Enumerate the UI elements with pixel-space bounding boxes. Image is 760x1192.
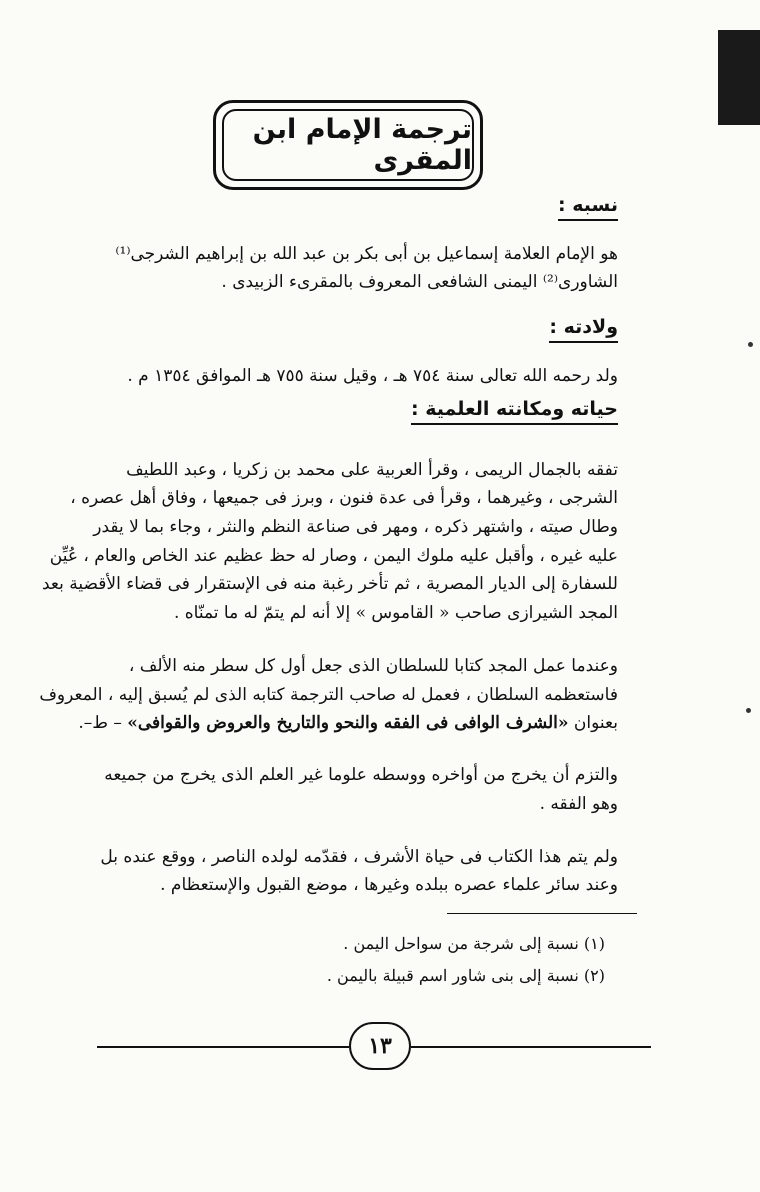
text-line: وهو الفقه .: [539, 794, 618, 814]
text-line: المجد الشيرازى صاحب « القاموس » إلا أنه لم يتمّ له ما تمنّاه .: [173, 603, 618, 623]
text-line: ولم يتم هذا الكتاب فى حياة الأشرف ، فقدّمه لولده الناصر ، ووقع عنده بل: [100, 847, 618, 867]
text-line: والتزم أن يخرج من أواخره ووسطه علوما غير العلم الذى يخرج من جميعه: [104, 765, 618, 785]
footnote: (١) نسبة إلى شرجة من سواحل اليمن .: [343, 934, 605, 953]
text-line: وعند سائر علماء عصره ببلده وغيرها ، موضع القبول والإستعظام .: [160, 875, 618, 895]
text-line: الشاورى⁽²⁾ اليمنى الشافعى المعروف بالمقرىء الزبيدى .: [221, 272, 618, 292]
heading-nasab: نسبه :: [558, 194, 618, 221]
text-line: ولد رحمه الله تعالى سنة ٧٥٤ هـ ، وقيل سنة ٧٥٥ هـ الموافق ١٣٥٤ م .: [127, 366, 618, 386]
scan-edge-mark: [718, 30, 760, 125]
page-title: ترجمة الإمام ابن المقرى: [222, 109, 474, 181]
text-fragment: – ط–.: [78, 713, 128, 733]
page-number-rule-left: [97, 1046, 349, 1048]
text-line-book-title: [74, 711, 618, 735]
text-line: للسفارة إلى الديار المصرية ، ثم تأخر رغبة منه فى الإستقرار فى قضاء الأقضية بعد: [42, 574, 618, 594]
text-line: تفقه بالجمال الريمى ، وقرأ العربية على محمد بن زكريا ، وعبد اللطيف: [126, 460, 618, 480]
heading-wiladah: ولادته :: [549, 316, 618, 343]
footnote: (٢) نسبة إلى بنى شاور اسم قبيلة باليمن .: [326, 966, 605, 985]
text-line: الشرجى ، وغيرهما ، وقرأ فى عدة فنون ، وبرز فى جميعها ، وفاق أهل عصره ،: [70, 488, 618, 508]
footnote-separator: [447, 913, 637, 914]
text-line: هو الإمام العلامة إسماعيل بن أبى بكر بن عبد الله بن إبراهيم الشرجى⁽¹⁾: [115, 244, 618, 264]
heading-hayat: حياته ومكانته العلمية :: [411, 398, 618, 425]
book-title: «الشرف الوافى فى الفقه والنحو والتاريخ والعروض والقوافى»: [127, 713, 569, 733]
text-line: وعندما عمل المجد كتابا للسلطان الذى جعل أول كل سطر منه الألف ،: [128, 656, 618, 676]
text-fragment: بعنوان: [568, 713, 618, 733]
scan-speck: [748, 342, 753, 347]
page-number: ١٣: [349, 1022, 411, 1070]
text-line: عليه غيره ، وأقبل عليه ملوك اليمن ، وصار له حظ عظيم عند الخاص والعام ، عُيِّن: [49, 546, 618, 566]
scan-speck: [746, 708, 751, 713]
title-frame: [213, 100, 483, 190]
text-line: فاستعظمه السلطان ، فعمل له صاحب الترجمة كتابه الذى لم يُسبق إليه ، المعروف: [39, 685, 618, 705]
text-line: وطال صيته ، واشتهر ذكره ، ومهر فى صناعة النظم والنثر ، وجاء بما لا يقدر: [93, 517, 618, 537]
page-number-rule-right: [411, 1046, 651, 1048]
